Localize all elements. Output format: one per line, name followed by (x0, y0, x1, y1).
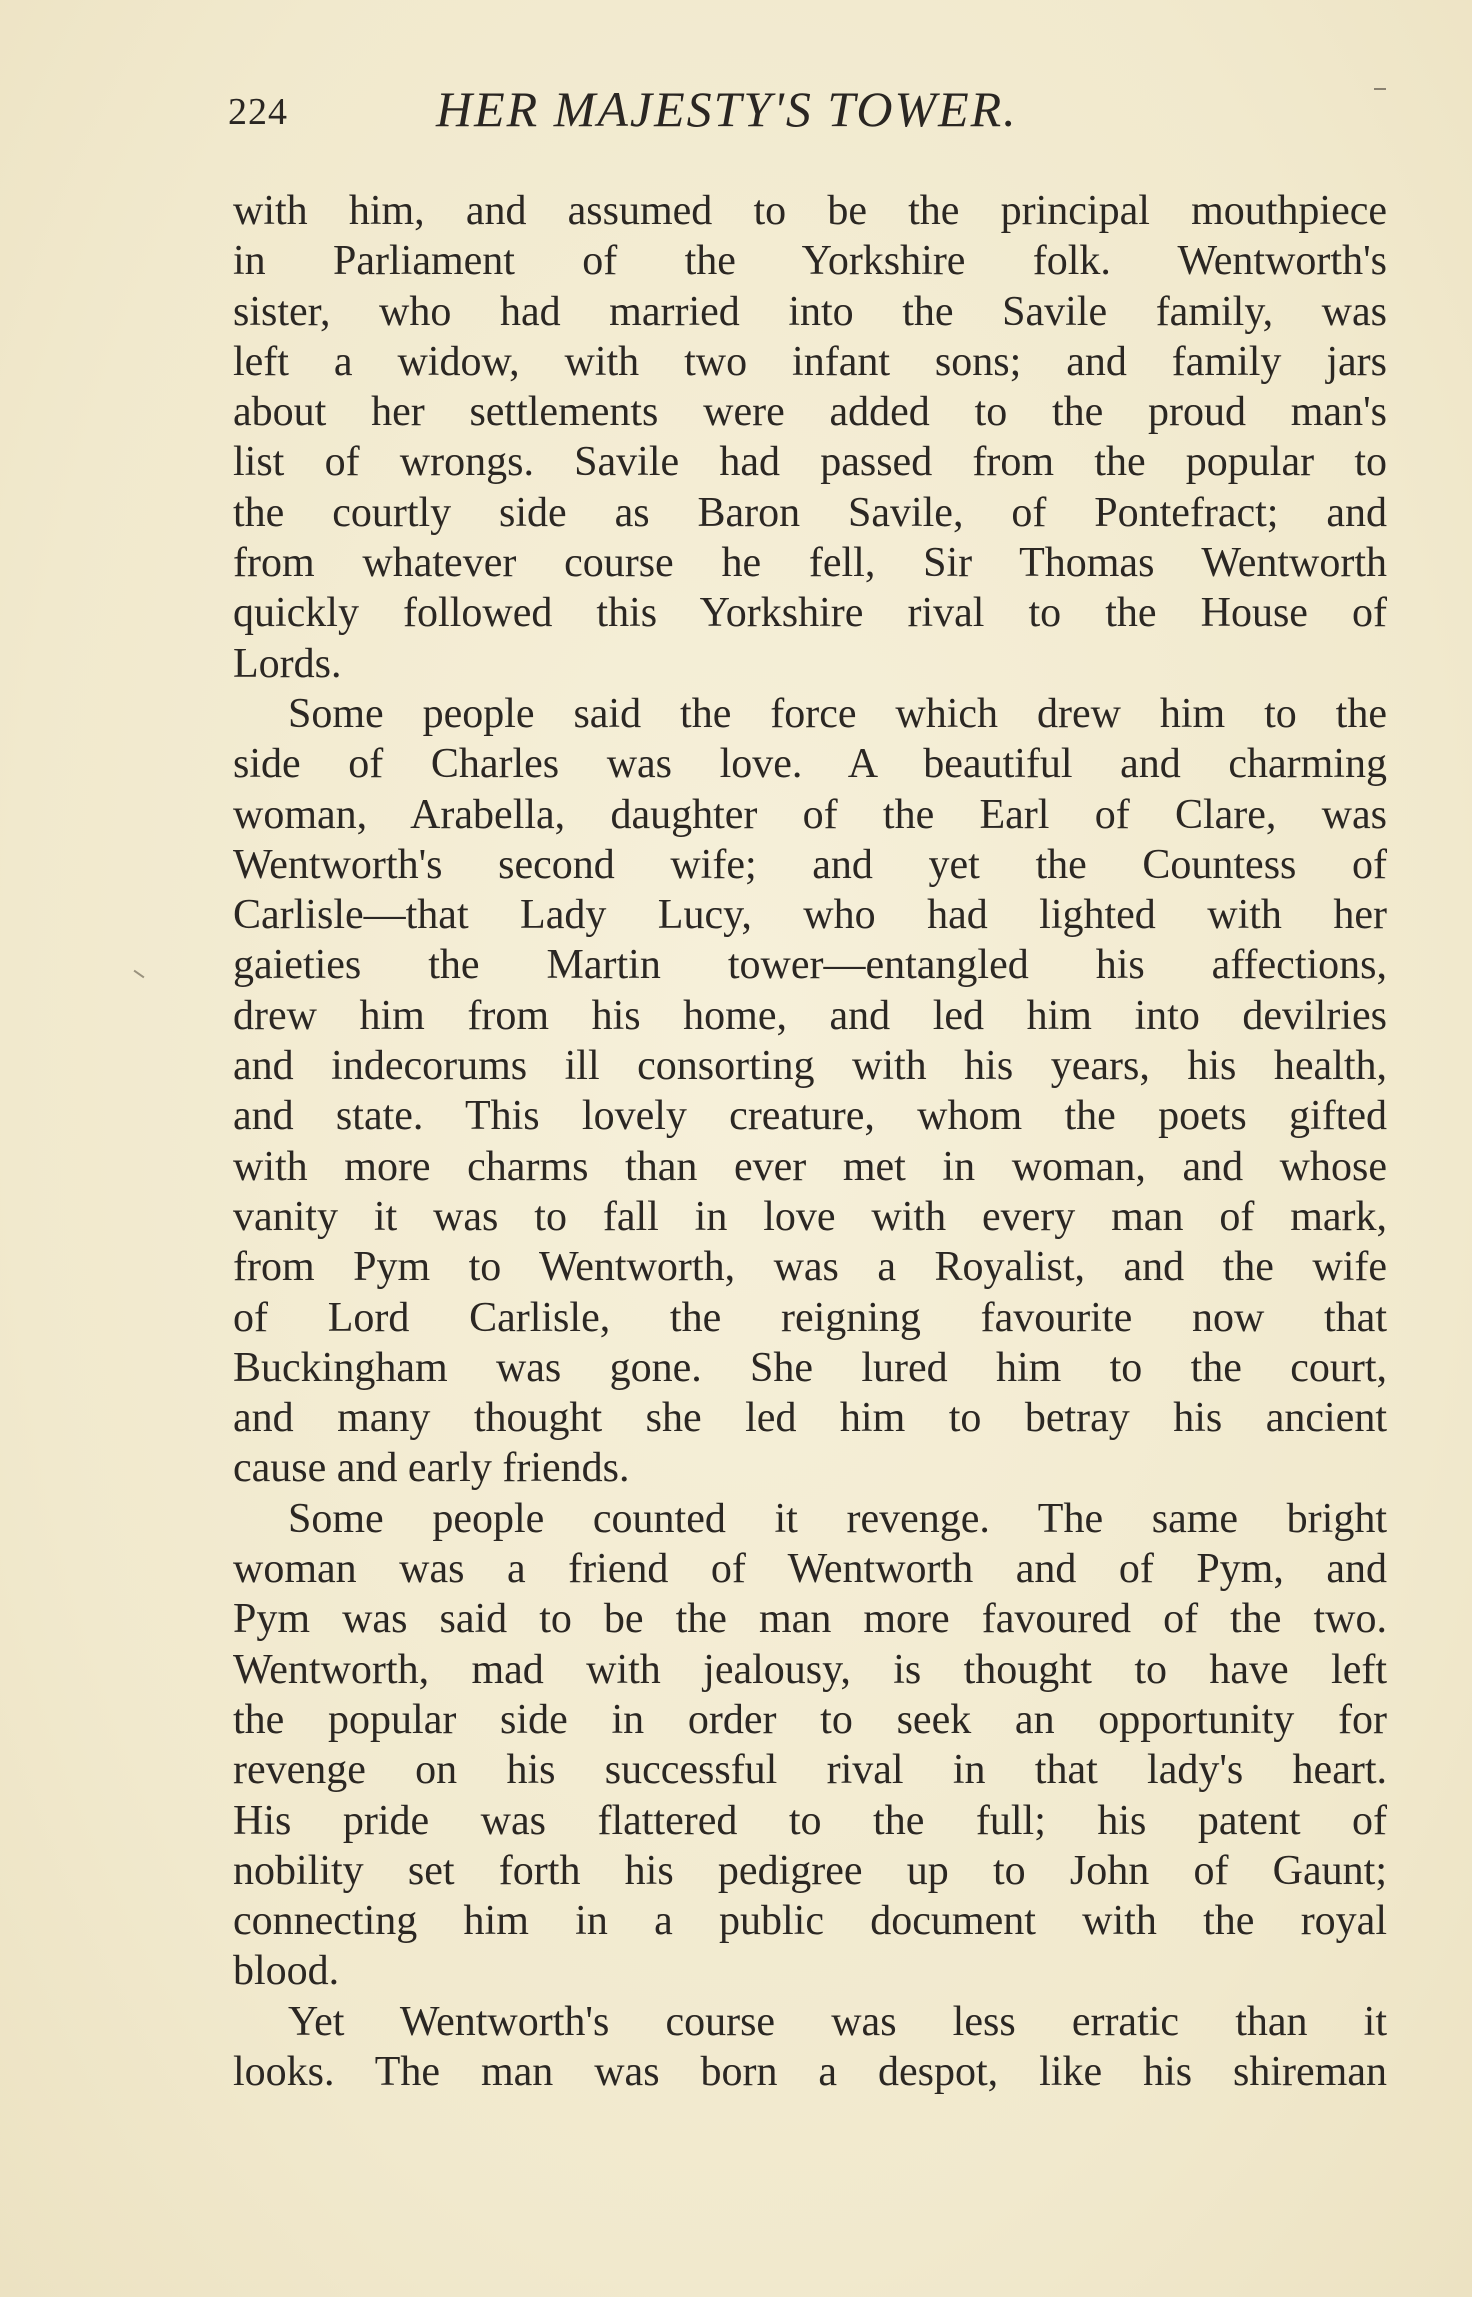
text-line: Carlisle—that Lady Lucy, who had lighted with her (233, 892, 1387, 939)
text-line: side of Charles was love. A beautiful and charming (233, 741, 1387, 788)
text-line: list of wrongs. Savile had passed from the popular to (233, 439, 1387, 486)
text-line: the popular side in order to seek an opportunity for (233, 1696, 1387, 1743)
page-header (228, 80, 1388, 150)
text-line: about her settlements were added to the proud man's (233, 389, 1387, 436)
text-line: blood. (233, 1948, 340, 1995)
text-line: His pride was flattered to the full; his patent of (233, 1797, 1387, 1844)
text-line: and state. This lovely creature, whom the poets gifted (233, 1093, 1387, 1140)
corner-mark (1374, 88, 1386, 90)
text-line: of Lord Carlisle, the reigning favourite now that (233, 1294, 1387, 1341)
text-line: left a widow, with two infant sons; and family jars (233, 338, 1387, 385)
text-line: woman, Arabella, daughter of the Earl of Clare, was (233, 791, 1387, 838)
text-line: Buckingham was gone. She lured him to the court, (233, 1344, 1387, 1391)
text-line: cause and early friends. (233, 1445, 630, 1492)
text-line: quickly followed this Yorkshire rival to the House of (233, 590, 1387, 637)
text-line: Lords. (233, 640, 342, 687)
text-line: from whatever course he fell, Sir Thomas Wentworth (233, 540, 1387, 587)
text-line: revenge on his successful rival in that lady's heart. (233, 1747, 1387, 1794)
text-line: nobility set forth his pedigree up to John of Gaunt; (233, 1847, 1387, 1894)
page-number: 224 (228, 91, 288, 133)
text-line: vanity it was to fall in love with every man of mark, (233, 1193, 1387, 1240)
text-line: Wentworth's second wife; and yet the Countess of (233, 841, 1387, 888)
body-text (233, 186, 1387, 2097)
text-line: Some people counted it revenge. The same bright (288, 1495, 1387, 1542)
text-line: and indecorums ill consorting with his years, his health, (233, 1043, 1387, 1090)
text-line: Pym was said to be the man more favoured of the two. (233, 1596, 1387, 1643)
text-line: and many thought she led him to betray his ancient (233, 1395, 1387, 1442)
text-line: with more charms than ever met in woman, and whose (233, 1143, 1387, 1190)
text-line: the courtly side as Baron Savile, of Pontefract; and (233, 489, 1387, 536)
text-line: from Pym to Wentworth, was a Royalist, and the wife (233, 1244, 1387, 1291)
text-line: woman was a friend of Wentworth and of Pym, and (233, 1546, 1387, 1593)
text-line: gaieties the Martin tower—entangled his affections, (233, 942, 1387, 989)
running-title: HER MAJESTY'S TOWER. (436, 81, 1018, 137)
text-line: looks. The man was born a despot, like his shireman (233, 2048, 1387, 2095)
text-line: connecting him in a public document with the royal (233, 1898, 1387, 1945)
text-line: drew him from his home, and led him into devilries (233, 992, 1387, 1039)
text-line: Wentworth, mad with jealousy, is thought to have left (233, 1646, 1387, 1693)
text-line: Yet Wentworth's course was less erratic than it (288, 1998, 1387, 2045)
text-line: Some people said the force which drew him to the (288, 690, 1387, 737)
margin-mark (134, 970, 145, 979)
text-line: in Parliament of the Yorkshire folk. Wentworth's (233, 238, 1387, 285)
text-line: with him, and assumed to be the principal mouthpiece (233, 188, 1387, 234)
text-line: sister, who had married into the Savile family, was (233, 288, 1387, 335)
